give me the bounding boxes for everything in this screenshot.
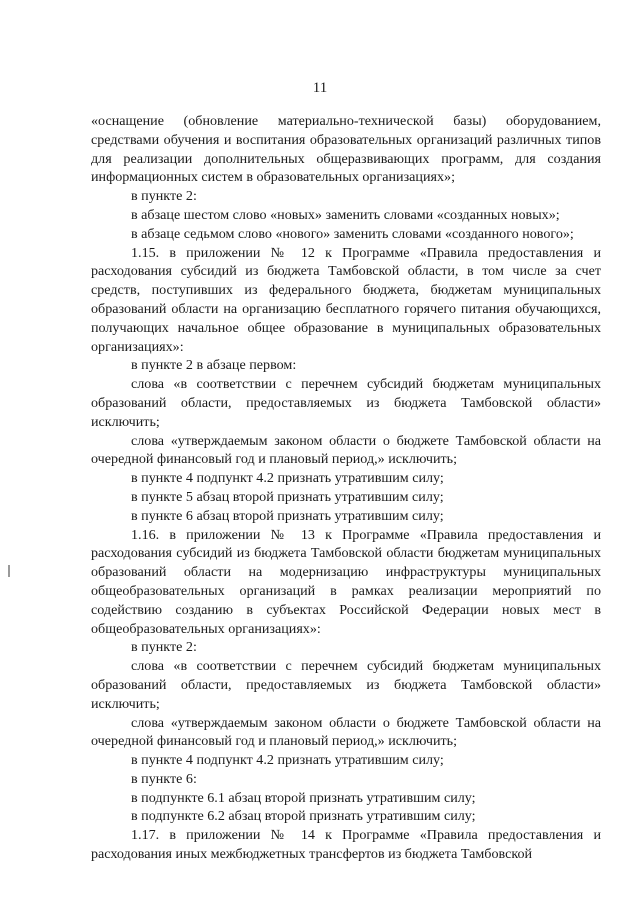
paragraph: в подпункте 6.2 абзац второй признать утратившим силу; <box>131 808 476 825</box>
paragraph: в пункте 4 подпункт 4.2 признать утратившим силу; <box>131 470 444 487</box>
paragraph: «оснащение (обновление материально-технической базы) оборудованием, средствами обучения и воспитания образовательных организаций различных типов для реализации дополнительных общеразвивающих программ, для создания информационных систем в образовательных организациях»; <box>91 113 601 186</box>
paragraph: в абзаце седьмом слово «нового» заменить словами «созданного нового»; <box>131 225 574 242</box>
paragraph: 1.15. в приложении № 12 к Программе «Правила предоставления и расходования субсидий из бюджета Тамбовской области, в том числе за счет средств, поступивших из федерального бюджета, бюджетам муниципальных образований области на организацию бесплатного горячего питания обучающихся, получающих начальное общее образование в муниципальных образовательных организациях»: <box>91 244 601 355</box>
paragraph: в пункте 5 абзац второй признать утратившим силу; <box>131 488 444 505</box>
paragraph: в пункте 2 в абзаце первом: <box>131 357 297 374</box>
paragraph: в абзаце шестом слово «новых» заменить словами «созданных новых»; <box>131 206 560 223</box>
paragraph: в пункте 6 абзац второй признать утратившим силу; <box>131 507 444 524</box>
page-number: 11 <box>312 80 328 96</box>
paragraph: в пункте 4 подпункт 4.2 признать утратившим силу; <box>131 752 444 769</box>
paragraph: слова «утверждаемым законом области о бюджете Тамбовской области на очередной финансовый год и плановый период,» исключить; <box>91 432 601 468</box>
paragraph: слова «в соответствии с перечнем субсидий бюджетам муниципальных образований области, предоставляемых из бюджета Тамбовской области» исключить; <box>91 658 601 712</box>
paragraph: в подпункте 6.1 абзац второй признать утратившим силу; <box>131 789 476 806</box>
paragraph: слова «утверждаемым законом области о бюджете Тамбовской области на очередной финансовый год и плановый период,» исключить; <box>91 714 601 750</box>
paragraph: слова «в соответствии с перечнем субсидий бюджетам муниципальных образований области, предоставляемых из бюджета Тамбовской области» исключить; <box>91 376 601 430</box>
paragraph: в пункте 2: <box>131 639 197 656</box>
paragraph: 1.16. в приложении № 13 к Программе «Правила предоставления и расходования субсидий из бюджета Тамбовской области бюджетам муниципальных образований области на модернизацию инфраструктуры муниципальных общеобразовательных организаций в рамках реализации мероприятий по содействию созданию в субъектах Российской Федерации новых мест в общеобразовательных организациях»: <box>91 526 601 637</box>
paragraph: в пункте 2: <box>131 188 197 205</box>
paragraph: 1.17. в приложении № 14 к Программе «Правила предоставления и расходования иных межбюджетных трансфертов из бюджета Тамбовской <box>91 827 601 863</box>
scan-margin-mark <box>8 565 10 577</box>
document-body <box>91 112 601 864</box>
paragraph: в пункте 6: <box>131 770 197 787</box>
